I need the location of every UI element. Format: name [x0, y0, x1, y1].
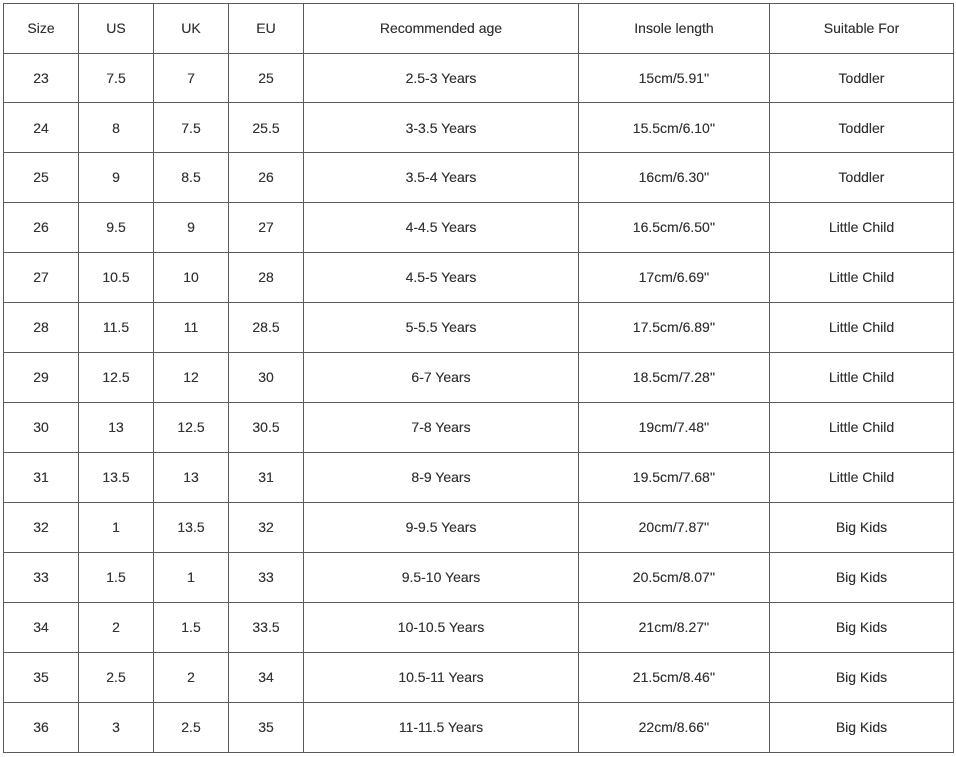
- cell-insole-length: 21cm/8.27'': [579, 602, 770, 652]
- cell-suitable-for: Big Kids: [770, 553, 954, 603]
- cell-eu: 25.5: [229, 103, 304, 153]
- cell-insole-length: 22cm/8.66'': [579, 702, 770, 752]
- cell-recommended-age: 5-5.5 Years: [304, 303, 579, 353]
- cell-insole-length: 21.5cm/8.46'': [579, 652, 770, 702]
- cell-us: 1: [79, 503, 154, 553]
- cell-us: 9: [79, 153, 154, 203]
- header-us: US: [79, 4, 154, 54]
- cell-uk: 2: [154, 652, 229, 702]
- header-recommended-age: Recommended age: [304, 4, 579, 54]
- cell-recommended-age: 9.5-10 Years: [304, 553, 579, 603]
- cell-size: 30: [4, 403, 79, 453]
- cell-us: 3: [79, 702, 154, 752]
- cell-size: 29: [4, 353, 79, 403]
- cell-uk: 7.5: [154, 103, 229, 153]
- cell-uk: 12: [154, 353, 229, 403]
- cell-insole-length: 20cm/7.87'': [579, 503, 770, 553]
- cell-size: 23: [4, 53, 79, 103]
- cell-insole-length: 15cm/5.91'': [579, 53, 770, 103]
- table-body: [4, 53, 954, 753]
- cell-insole-length: 20.5cm/8.07'': [579, 553, 770, 603]
- cell-insole-length: 19cm/7.48'': [579, 403, 770, 453]
- table-row: [4, 503, 954, 553]
- cell-insole-length: 17cm/6.69'': [579, 253, 770, 303]
- cell-suitable-for: Big Kids: [770, 702, 954, 752]
- cell-suitable-for: Little Child: [770, 203, 954, 253]
- cell-suitable-for: Big Kids: [770, 652, 954, 702]
- table-row: [4, 53, 954, 103]
- cell-insole-length: 18.5cm/7.28'': [579, 353, 770, 403]
- cell-suitable-for: Toddler: [770, 53, 954, 103]
- cell-us: 11.5: [79, 303, 154, 353]
- table-row: [4, 203, 954, 253]
- cell-eu: 25: [229, 53, 304, 103]
- cell-eu: 27: [229, 203, 304, 253]
- cell-insole-length: 16cm/6.30'': [579, 153, 770, 203]
- cell-recommended-age: 11-11.5 Years: [304, 702, 579, 752]
- cell-size: 31: [4, 453, 79, 503]
- table-row: [4, 103, 954, 153]
- cell-eu: 32: [229, 503, 304, 553]
- cell-insole-length: 15.5cm/6.10'': [579, 103, 770, 153]
- cell-uk: 13: [154, 453, 229, 503]
- header-eu: EU: [229, 4, 304, 54]
- cell-size: 36: [4, 702, 79, 752]
- cell-suitable-for: Little Child: [770, 253, 954, 303]
- cell-recommended-age: 3.5-4 Years: [304, 153, 579, 203]
- cell-uk: 12.5: [154, 403, 229, 453]
- cell-us: 13.5: [79, 453, 154, 503]
- cell-size: 35: [4, 652, 79, 702]
- table-row: [4, 702, 954, 752]
- cell-us: 2.5: [79, 652, 154, 702]
- cell-recommended-age: 9-9.5 Years: [304, 503, 579, 553]
- header-suitable-for: Suitable For: [770, 4, 954, 54]
- cell-us: 2: [79, 602, 154, 652]
- cell-us: 1.5: [79, 553, 154, 603]
- cell-recommended-age: 3-3.5 Years: [304, 103, 579, 153]
- cell-eu: 28: [229, 253, 304, 303]
- cell-eu: 35: [229, 702, 304, 752]
- cell-insole-length: 17.5cm/6.89'': [579, 303, 770, 353]
- cell-size: 25: [4, 153, 79, 203]
- cell-suitable-for: Little Child: [770, 353, 954, 403]
- cell-suitable-for: Toddler: [770, 103, 954, 153]
- table-row: [4, 153, 954, 203]
- table-row: [4, 353, 954, 403]
- size-chart-table: [3, 3, 954, 753]
- cell-us: 12.5: [79, 353, 154, 403]
- cell-us: 8: [79, 103, 154, 153]
- cell-us: 10.5: [79, 253, 154, 303]
- cell-eu: 28.5: [229, 303, 304, 353]
- cell-suitable-for: Little Child: [770, 303, 954, 353]
- cell-recommended-age: 10.5-11 Years: [304, 652, 579, 702]
- cell-size: 28: [4, 303, 79, 353]
- cell-suitable-for: Big Kids: [770, 503, 954, 553]
- cell-uk: 11: [154, 303, 229, 353]
- cell-recommended-age: 8-9 Years: [304, 453, 579, 503]
- cell-eu: 26: [229, 153, 304, 203]
- table-row: [4, 652, 954, 702]
- cell-recommended-age: 6-7 Years: [304, 353, 579, 403]
- cell-insole-length: 16.5cm/6.50'': [579, 203, 770, 253]
- table-row: [4, 553, 954, 603]
- header-size: Size: [4, 4, 79, 54]
- cell-uk: 7: [154, 53, 229, 103]
- table-row: [4, 303, 954, 353]
- cell-size: 26: [4, 203, 79, 253]
- header-insole-length: Insole length: [579, 4, 770, 54]
- cell-suitable-for: Little Child: [770, 453, 954, 503]
- cell-recommended-age: 4.5-5 Years: [304, 253, 579, 303]
- cell-insole-length: 19.5cm/7.68'': [579, 453, 770, 503]
- cell-uk: 10: [154, 253, 229, 303]
- cell-us: 13: [79, 403, 154, 453]
- table-row: [4, 253, 954, 303]
- cell-eu: 30.5: [229, 403, 304, 453]
- cell-recommended-age: 4-4.5 Years: [304, 203, 579, 253]
- cell-size: 27: [4, 253, 79, 303]
- cell-suitable-for: Big Kids: [770, 602, 954, 652]
- cell-suitable-for: Little Child: [770, 403, 954, 453]
- cell-recommended-age: 2.5-3 Years: [304, 53, 579, 103]
- cell-suitable-for: Toddler: [770, 153, 954, 203]
- header-row: [4, 4, 954, 54]
- table-row: [4, 403, 954, 453]
- cell-eu: 30: [229, 353, 304, 403]
- cell-recommended-age: 10-10.5 Years: [304, 602, 579, 652]
- cell-size: 32: [4, 503, 79, 553]
- table-row: [4, 453, 954, 503]
- cell-size: 34: [4, 602, 79, 652]
- cell-recommended-age: 7-8 Years: [304, 403, 579, 453]
- cell-eu: 33.5: [229, 602, 304, 652]
- cell-uk: 13.5: [154, 503, 229, 553]
- cell-uk: 1: [154, 553, 229, 603]
- cell-uk: 2.5: [154, 702, 229, 752]
- cell-uk: 8.5: [154, 153, 229, 203]
- cell-size: 24: [4, 103, 79, 153]
- cell-us: 9.5: [79, 203, 154, 253]
- cell-uk: 1.5: [154, 602, 229, 652]
- table-row: [4, 602, 954, 652]
- cell-uk: 9: [154, 203, 229, 253]
- header-uk: UK: [154, 4, 229, 54]
- cell-us: 7.5: [79, 53, 154, 103]
- cell-eu: 34: [229, 652, 304, 702]
- cell-eu: 31: [229, 453, 304, 503]
- cell-eu: 33: [229, 553, 304, 603]
- cell-size: 33: [4, 553, 79, 603]
